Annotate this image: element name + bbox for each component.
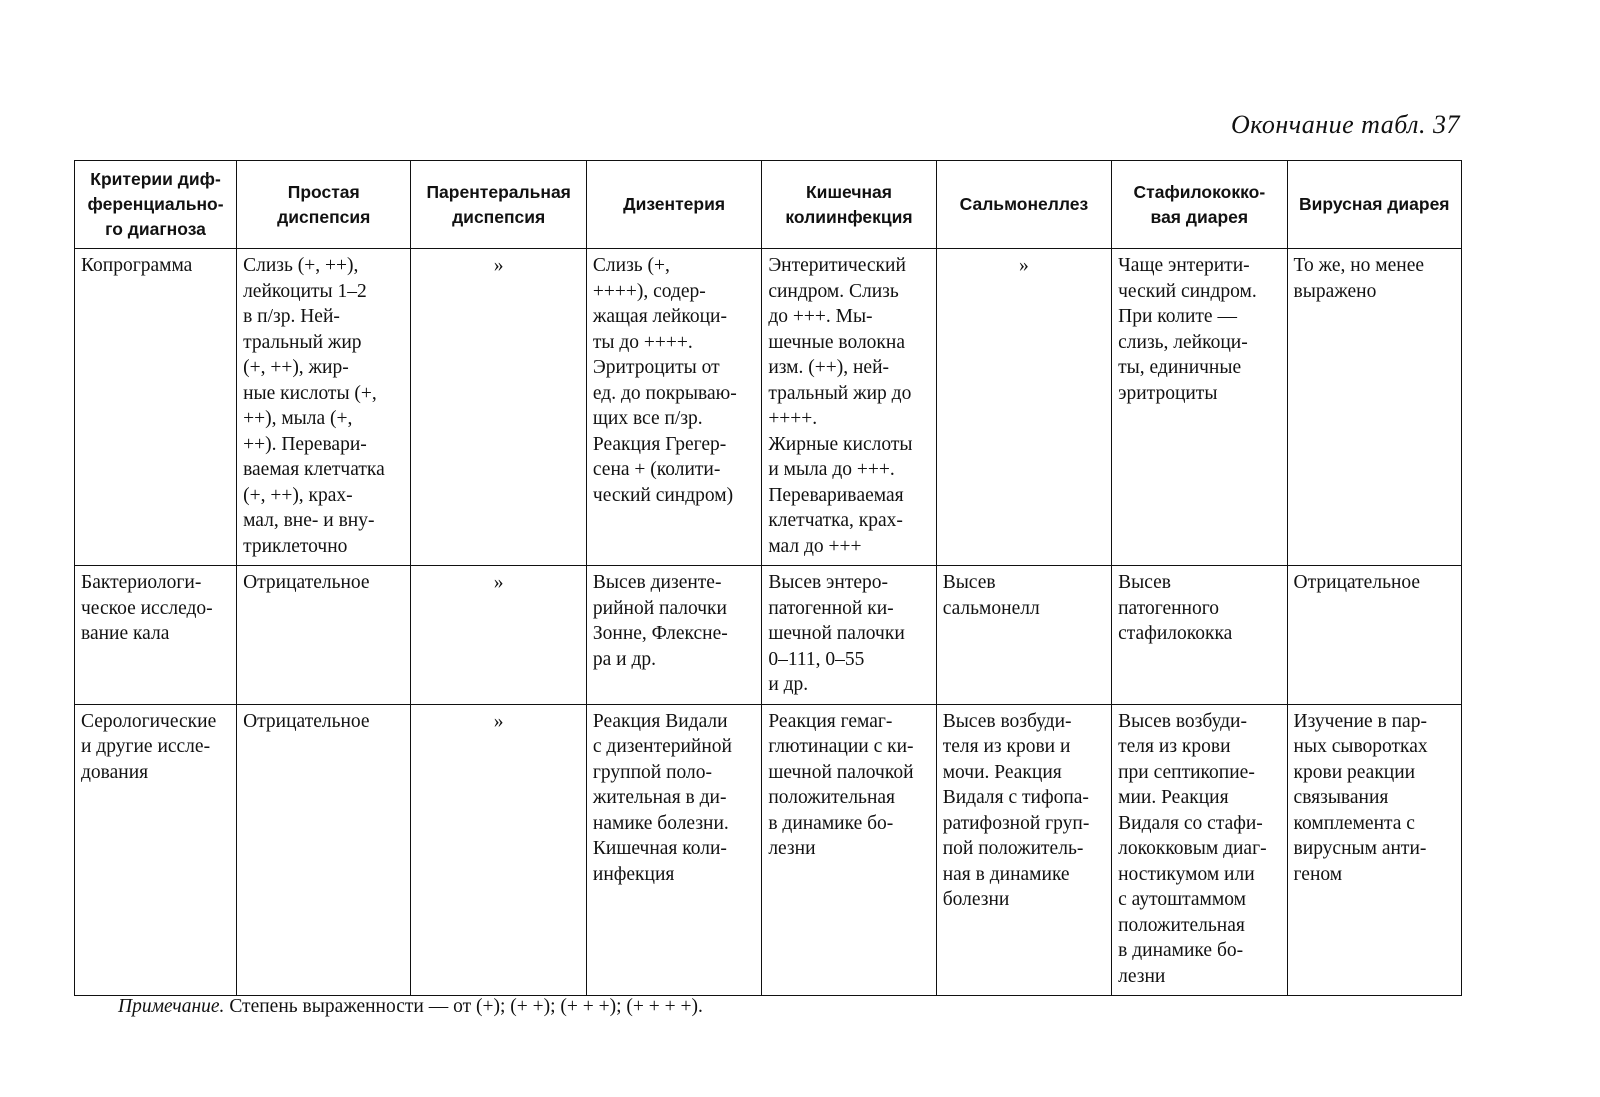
footnote-text: Степень выраженности — от (+); (+ +); (+ + +); (+ + + +). bbox=[224, 996, 703, 1017]
table-cell: Реакция гемаг- глютинации с ки- шечной палочкой положительная в динамике бо- лезни bbox=[762, 704, 936, 996]
row-criterion: Копрограмма bbox=[75, 249, 237, 566]
table-cell: Высев патогенного стафилококка bbox=[1112, 566, 1287, 705]
table-footnote bbox=[118, 996, 703, 1018]
table-cell: Отрицательное bbox=[237, 566, 411, 705]
table-cell: Отрицательное bbox=[237, 704, 411, 996]
table-cell: Реакция Видали с дизентерийной группой поло- жительная в ди- намике болезни. Кишечная коли- инфекция bbox=[586, 704, 761, 996]
ditto-cell: » bbox=[411, 249, 586, 566]
column-header-simple-dyspepsia: Простая диспепсия bbox=[237, 161, 411, 249]
table-row-bacteriological bbox=[75, 566, 1462, 705]
table-cell: Высев энтеро- патогенной ки- шечной палочки 0–111, 0–55 и др. bbox=[762, 566, 936, 705]
ditto-cell: » bbox=[411, 566, 586, 705]
table-row-coprogram bbox=[75, 249, 1462, 566]
table-cell: Высев сальмонелл bbox=[936, 566, 1111, 705]
table-cell: Слизь (+, ++), лейкоциты 1–2 в п/зр. Ней- тральный жир (+, ++), жир- ные кислоты (+, ++), мыла (+, ++). Перевари- ваемая клетчатка (+, ++), крах- мал, вне- и вну- триклеточно bbox=[237, 249, 411, 566]
table-cell: Высев возбуди- теля из крови и мочи. Реакция Видаля с тифопа- ратифозной груп- пой положитель- ная в динамике болезни bbox=[936, 704, 1111, 996]
column-header-coli-infection: Кишечная колиинфекция bbox=[762, 161, 936, 249]
table-cell: Чаще энтерити- ческий синдром. При колите — слизь, лейкоци- ты, единичные эритроциты bbox=[1112, 249, 1287, 566]
ditto-cell: » bbox=[936, 249, 1111, 566]
footnote-label: Примечание. bbox=[118, 996, 225, 1017]
table-caption: Окончание табл. 37 bbox=[1230, 110, 1460, 139]
row-criterion: Серологические и другие иссле- дования bbox=[75, 704, 237, 996]
table-row-serological bbox=[75, 704, 1462, 996]
table-cell: Высев возбуди- теля из крови при септикопие- мии. Реакция Видаля со стафи- лококковым диаг- ностикумом или с аутоштаммом положительная в динамике бо- лезни bbox=[1112, 704, 1287, 996]
row-criterion: Бактериологи- ческое исследо- вание кала bbox=[75, 566, 237, 705]
column-header-staph-diarrhea: Стафилококко- вая диарея bbox=[1112, 161, 1287, 249]
column-header-viral-diarrhea: Вирусная диарея bbox=[1287, 161, 1461, 249]
column-header-dysentery: Дизентерия bbox=[586, 161, 761, 249]
column-header-criteria: Критерии диф- ференциально- го диагноза bbox=[75, 161, 237, 249]
header-row bbox=[75, 161, 1462, 249]
table-cell: Изучение в пар- ных сыворотках крови реакции связывания комплемента с вирусным анти- геном bbox=[1287, 704, 1461, 996]
table-cell: Отрицательное bbox=[1287, 566, 1461, 705]
column-header-salmonellosis: Сальмонеллез bbox=[936, 161, 1111, 249]
table-cell: Энтеритический синдром. Слизь до +++. Мы- шечные волокна изм. (++), ней- тральный жир до ++++. Жирные кислоты и мыла до +++. Переваривaемая клетчатка, крах- мал до +++ bbox=[762, 249, 936, 566]
column-header-parenteral-dyspepsia: Парентеральная диспепсия bbox=[411, 161, 586, 249]
ditto-cell: » bbox=[411, 704, 586, 996]
table-cell: Слизь (+, ++++), содер- жащая лейкоци- ты до ++++. Эритроциты от ед. до покрываю- щих все п/зр. Реакция Грегер- сена + (колити- ческий синдром) bbox=[586, 249, 761, 566]
table-cell: То же, но менее выражено bbox=[1287, 249, 1461, 566]
table-cell: Высев дизенте- рийной палочки Зонне, Флексне- ра и др. bbox=[586, 566, 761, 705]
differential-diagnosis-table bbox=[74, 160, 1462, 996]
